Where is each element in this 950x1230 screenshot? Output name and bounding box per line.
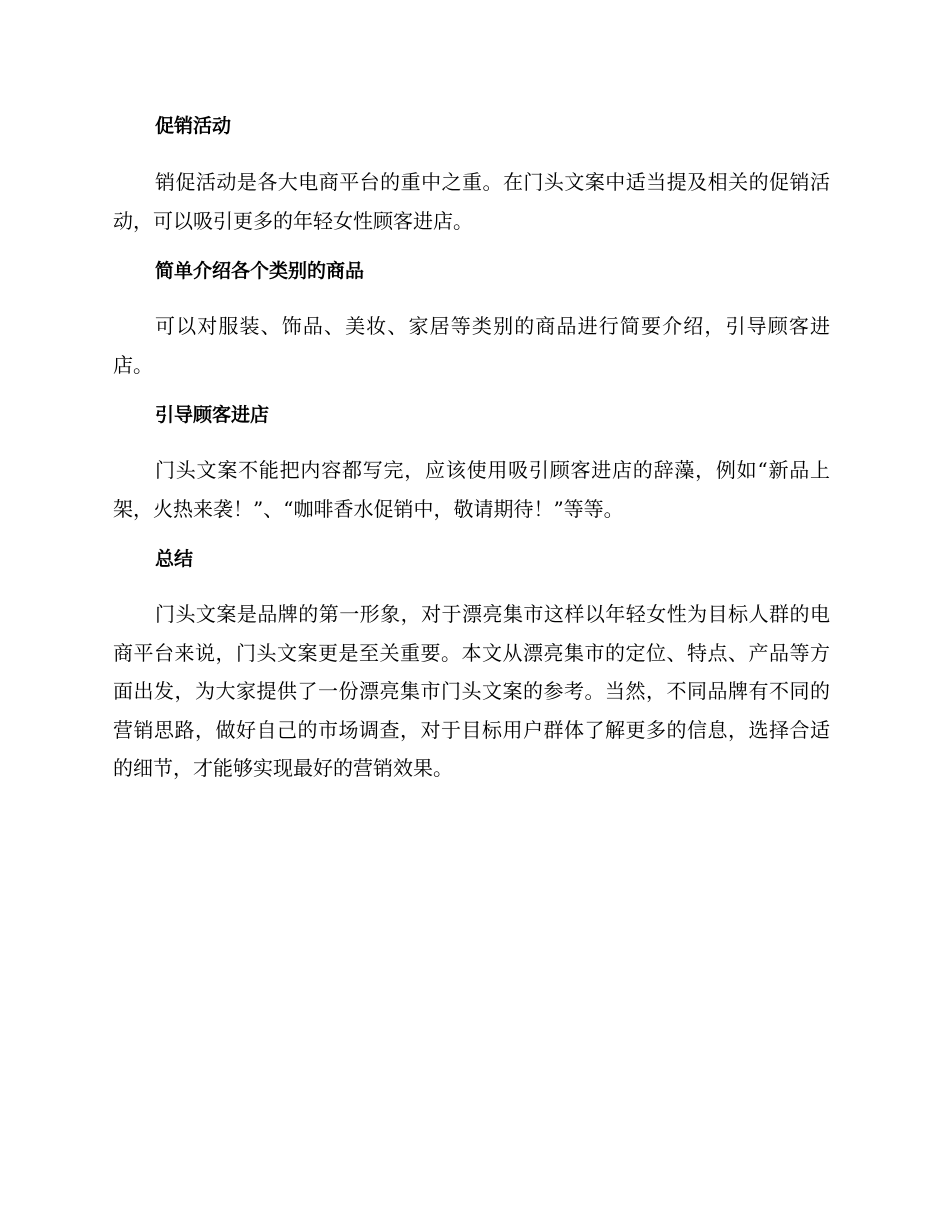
section-paragraph: 销促活动是各大电商平台的重中之重。在门头文案中适当提及相关的促销活动，可以吸引更多的年轻女性顾客进店。 [113, 170, 830, 233]
section-paragraph: 门头文案是品牌的第一形象，对于漂亮集市这样以年轻女性为目标人群的电商平台来说，门头文案更是至关重要。本文从漂亮集市的定位、特点、产品等方面出发，为大家提供了一份漂亮集市门头文案的参考。当然，不同品牌有不同的营销思路，做好自己的市场调查，对于目标用户群体了解更多的信息，选择合适的细节，才能够实现最好的营销效果。 [113, 602, 830, 780]
section-product-categories [113, 252, 830, 384]
section-paragraph: 门头文案不能把内容都写完，应该使用吸引顾客进店的辞藻，例如“新品上架，火热来袭！”、“咖啡香水促销中，敬请期待！”等等。 [113, 458, 830, 521]
section-guide-customers [113, 396, 830, 528]
document-page [113, 107, 830, 788]
section-heading: 引导顾客进店 [155, 404, 270, 426]
section-summary [113, 540, 830, 788]
section-heading: 促销活动 [155, 115, 232, 137]
section-heading: 总结 [155, 548, 194, 570]
section-heading: 简单介绍各个类别的商品 [155, 260, 365, 282]
section-paragraph: 可以对服装、饰品、美妆、家居等类别的商品进行简要介绍，引导顾客进店。 [113, 314, 830, 377]
section-promotions [113, 107, 830, 240]
